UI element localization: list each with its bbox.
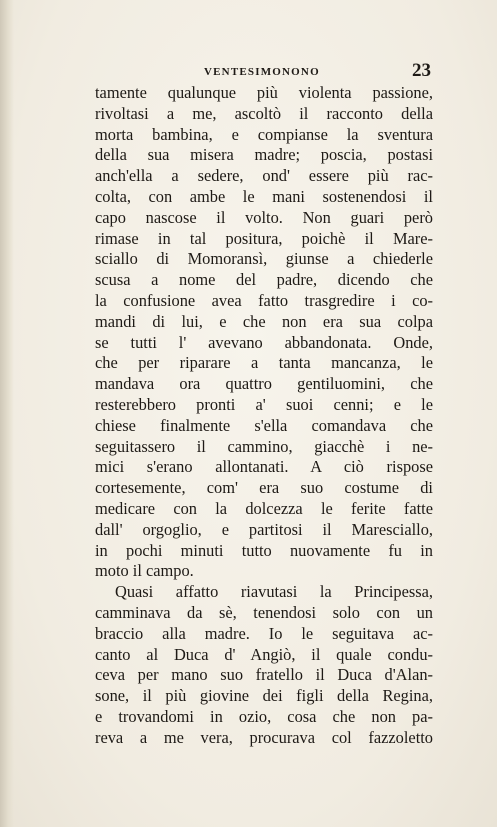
text-line: sciallo di Momoransì, giunse a chiederle (95, 249, 433, 269)
text-line: mandava ora quattro gentiluomini, che (95, 374, 433, 394)
text-line: morta bambina, e compianse la sventura (95, 124, 433, 144)
text-line: dall' orgoglio, e partitosi il Maresciallo, (95, 519, 433, 539)
text-line: mandi di lui, e che non era sua colpa (95, 311, 433, 331)
text-line: la confusione avea fatto trasgredire i co- (95, 290, 433, 310)
text-line: scusa a nome del padre, dicendo che (95, 270, 433, 290)
text-line: medicare con la dolcezza le ferite fatte (95, 498, 433, 518)
text-line: anch'ella a sedere, ond' essere più rac- (95, 166, 433, 186)
text-line: tamente qualunque più violenta passione, (95, 83, 433, 102)
text-line: capo nascose il volto. Non guari però (95, 207, 433, 227)
text-line: sone, il più giovine dei figli della Regina, (95, 686, 433, 706)
paragraph-2 (95, 582, 433, 748)
text-line: rivoltasi a me, ascoltò il racconto della (95, 103, 433, 123)
text-line: e trovandomi in ozio, cosa che non pa- (95, 706, 433, 726)
text-line: resterebbero pronti a' suoi cenni; e le (95, 394, 433, 414)
text-line: Quasi affatto riavutasi la Principessa, (115, 582, 433, 602)
paragraph-1 (95, 83, 433, 582)
page-header (96, 60, 431, 84)
text-line: della sua misera madre; poscia, postasi (95, 145, 433, 165)
text-line: reva a me vera, procurava col fazzoletto (95, 727, 433, 747)
text-line: ceva per mano suo fratello il Duca d'Alan- (95, 665, 433, 685)
running-head: VENTESIMONONO (204, 66, 320, 78)
text-line: seguitassero il cammino, giacchè i ne- (95, 436, 433, 456)
text-line: se tutti l' avevano abbandonata. Onde, (95, 332, 433, 352)
text-line: chiese finalmente s'ella comandava che (95, 415, 433, 435)
text-line: in pochi minuti tutto nuovamente fu in (95, 540, 433, 560)
text-line: moto il campo. (95, 561, 194, 581)
page-number: 23 (412, 60, 431, 81)
text-line: mici s'erano allontanati. A ciò rispose (95, 457, 433, 477)
page-spine-shadow (0, 0, 14, 827)
text-line: canto al Duca d' Angiò, il quale condu- (95, 644, 433, 664)
text-line: che per riparare a tanta mancanza, le (95, 353, 433, 373)
text-line: braccio alla madre. Io le seguitava ac- (95, 623, 433, 643)
text-line: cortesemente, com' era suo costume di (95, 478, 433, 498)
body-text (95, 83, 433, 749)
text-line: camminava da sè, tenendosi solo con un (95, 602, 433, 622)
text-line: colta, con ambe le mani sostenendosi il (95, 186, 433, 206)
text-line: rimase in tal positura, poichè il Mare- (95, 228, 433, 248)
